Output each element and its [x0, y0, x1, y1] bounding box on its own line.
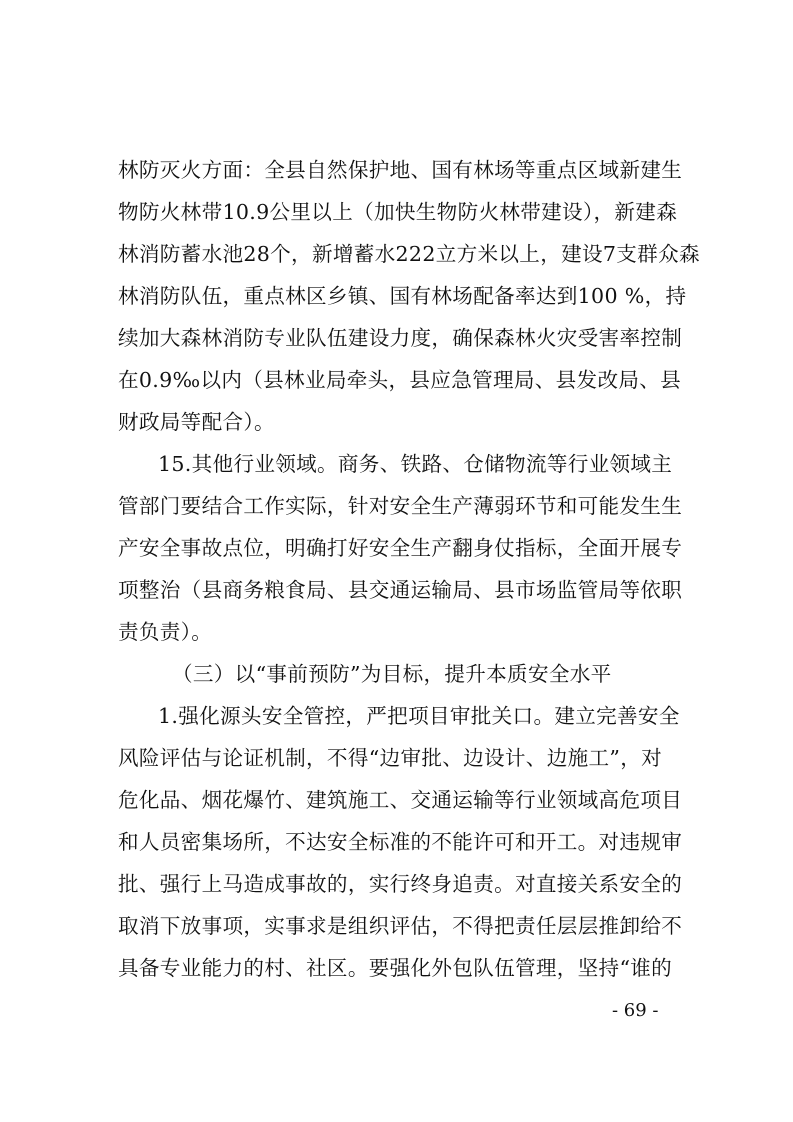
paragraph-1-line-7: 具备专业能力的村、社区。要强化外包队伍管理，坚持“谁的 [118, 956, 673, 980]
paragraph-1-line-5: 批、强行上马造成事故的，实行终身追责。对直接关系安全的 [118, 872, 683, 896]
paragraph-15-line-1: 15.其他行业领域。商务、铁路、仓储物流等行业领域主 [158, 452, 673, 476]
paragraph-1-line-2: 风险评估与论证机制，不得“边审批、边设计、边施工”，对 [118, 746, 662, 770]
text-line-6: 在0.9‰以内（县林业局牵头，县应急管理局、县发改局、县 [118, 368, 682, 392]
paragraph-15-line-3: 产安全事故点位，明确打好安全生产翻身仗指标，全面开展专 [118, 536, 683, 560]
page-number: - 69 - [612, 1000, 659, 1021]
paragraph-1-line-6: 取消下放事项，实事求是组织评估，不得把责任层层推卸给不 [118, 914, 683, 938]
text-line-5: 续加大森林消防专业队伍建设力度，确保森林火灾受害率控制 [118, 326, 683, 350]
paragraph-1-line-4: 和人员密集场所，不达安全标准的不能许可和开工。对违规审 [118, 830, 683, 854]
paragraph-15-line-2: 管部门要结合工作实际，针对安全生产薄弱环节和可能发生生 [118, 494, 683, 518]
text-line-2: 物防火林带10.9公里以上（加快生物防火林带建设），新建森 [118, 200, 678, 224]
text-line-1: 林防灭火方面：全县自然保护地、国有林场等重点区域新建生 [118, 158, 683, 182]
text-line-4: 林消防队伍，重点林区乡镇、国有林场配备率达到100 %，持 [118, 284, 687, 308]
paragraph-1-line-1: 1.强化源头安全管控，严把项目审批关口。建立完善安全 [158, 704, 680, 728]
text-line-3: 林消防蓄水池28个，新增蓄水222立方米以上，建设7支群众森 [118, 242, 700, 266]
paragraph-15-line-5: 责负责）。 [118, 620, 213, 644]
text-line-7: 财政局等配合）。 [118, 410, 275, 434]
paragraph-15-line-4: 项整治（县商务粮食局、县交通运输局、县市场监管局等依职 [118, 578, 683, 602]
section-heading: （三）以“事前预防”为目标，提升本质安全水平 [172, 662, 612, 686]
paragraph-1-line-3: 危化品、烟花爆竹、建筑施工、交通运输等行业领域高危项目 [118, 788, 683, 812]
